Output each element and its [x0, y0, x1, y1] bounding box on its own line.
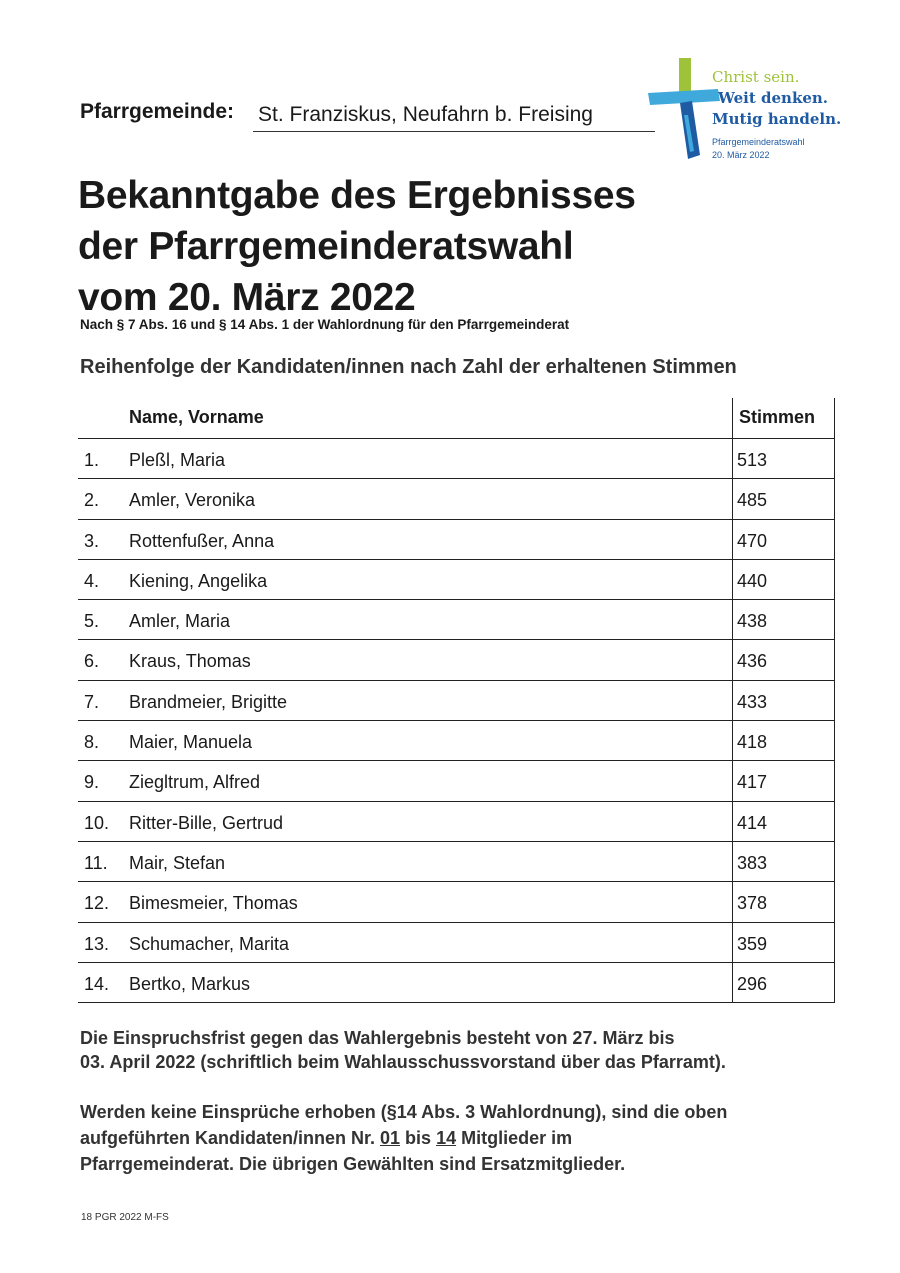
row-number: 8. — [84, 732, 100, 753]
table-row — [78, 640, 835, 680]
table-row — [78, 761, 835, 801]
row-number: 2. — [84, 490, 100, 511]
row-number: 11. — [84, 852, 108, 873]
candidate-name: Bimesmeier, Thomas — [129, 893, 298, 914]
notice1-line-1: Die Einspruchsfrist gegen das Wahlergebnis besteht von 27. März bis — [80, 1028, 675, 1048]
membership-notice — [80, 1099, 840, 1177]
row-number: 14. — [84, 973, 110, 994]
candidate-name: Mair, Stefan — [129, 852, 226, 873]
candidate-name: Rottenfußer, Anna — [129, 530, 275, 551]
table-row — [78, 560, 835, 600]
candidate-name: Amler, Maria — [129, 611, 231, 632]
candidate-name: Amler, Veronika — [129, 490, 256, 511]
notice2-line-2b: bis — [400, 1128, 437, 1148]
parish-underline — [253, 131, 655, 132]
notice2-line-2c: Mitglieder im — [456, 1128, 573, 1148]
table-header — [78, 398, 835, 439]
vote-count: 470 — [737, 530, 768, 551]
header-name: Name, Vorname — [129, 407, 264, 427]
candidate-name: Kiening, Angelika — [129, 570, 268, 591]
table-row — [78, 721, 835, 761]
table-row — [78, 842, 835, 882]
table-row — [78, 520, 835, 560]
page-title — [78, 170, 636, 323]
candidate-name: Ziegltrum, Alfred — [129, 772, 261, 793]
vote-count: 418 — [737, 732, 768, 753]
table-row — [78, 923, 835, 963]
candidate-name: Schumacher, Marita — [129, 933, 290, 954]
table-row — [78, 439, 835, 479]
parish-label: Pfarrgemeinde: — [80, 100, 235, 123]
candidate-name: Ritter-Bille, Gertrud — [129, 812, 284, 833]
notice2-line-2a: aufgeführten Kandidaten/innen Nr. — [80, 1128, 381, 1148]
row-number: 1. — [84, 450, 100, 470]
row-number: 3. — [84, 530, 100, 551]
vote-count: 378 — [737, 893, 768, 914]
document-code: 18 PGR 2022 M-FS — [81, 1212, 169, 1223]
results-table — [78, 398, 835, 1003]
vote-count: 433 — [737, 691, 768, 712]
vote-count: 440 — [737, 570, 768, 591]
table-row — [78, 963, 835, 1003]
table-row — [78, 600, 835, 640]
row-number: 12. — [84, 893, 110, 914]
candidate-name: Maier, Manuela — [129, 732, 253, 753]
notice2-from-number: 01 — [380, 1128, 401, 1148]
logo-slogan-3: Mutig handeln. — [712, 110, 842, 128]
notice2-line-1: Werden keine Einsprüche erhoben (§14 Abs. 3 Wahlordnung), sind die oben — [80, 1102, 728, 1122]
title-line-3: vom 20. März 2022 — [78, 276, 416, 319]
legal-note: Nach § 7 Abs. 16 und § 14 Abs. 1 der Wahlordnung für den Pfarrgemeinderat — [80, 317, 570, 332]
candidate-name: Brandmeier, Brigitte — [129, 691, 288, 712]
row-number: 4. — [84, 570, 100, 591]
row-number: 13. — [84, 933, 110, 954]
row-number: 6. — [84, 651, 100, 672]
vote-count: 417 — [737, 772, 768, 793]
vote-count: 383 — [737, 852, 768, 873]
order-heading: Reihenfolge der Kandidaten/innen nach Zahl der erhaltenen Stimmen — [80, 356, 737, 378]
table-body — [78, 439, 835, 1003]
title-line-1: Bekanntgabe des Ergebnisses — [78, 174, 636, 217]
logo-caption-1: Pfarrgemeinderatswahl — [712, 137, 805, 147]
row-number: 10. — [84, 812, 110, 833]
row-number: 7. — [84, 691, 100, 712]
candidate-name: Kraus, Thomas — [129, 651, 251, 672]
row-number: 5. — [84, 611, 100, 632]
vote-count: 485 — [737, 490, 768, 511]
vote-count: 414 — [737, 812, 768, 833]
vote-count: 359 — [737, 933, 768, 954]
logo-slogan-1: Christ sein. — [712, 68, 800, 86]
table-row — [78, 479, 835, 519]
row-number: 9. — [84, 772, 100, 793]
vote-count: 436 — [737, 651, 768, 672]
candidate-name: Pleßl, Maria — [129, 450, 226, 470]
vote-count: 296 — [737, 973, 768, 994]
notice2-line-3: Pfarrgemeinderat. Die übrigen Gewählten sind Ersatzmitglieder. — [80, 1154, 626, 1174]
candidate-name: Bertko, Markus — [129, 973, 251, 994]
table-row — [78, 802, 835, 842]
notice1-line-2: 03. April 2022 (schriftlich beim Wahlausschussvorstand über das Pfarramt). — [80, 1052, 726, 1072]
objection-period-notice — [80, 1026, 840, 1074]
vote-count: 513 — [737, 450, 768, 470]
table-row — [78, 882, 835, 922]
header-votes: Stimmen — [739, 407, 816, 427]
parish-name: St. Franziskus, Neufahrn b. Freising — [258, 103, 593, 126]
table-row — [78, 681, 835, 721]
title-line-2: der Pfarrgemeinderatswahl — [78, 225, 574, 268]
logo-slogan-2: Weit denken. — [718, 89, 829, 107]
logo-caption-2: 20. März 2022 — [712, 150, 770, 160]
notice2-to-number: 14 — [436, 1128, 457, 1148]
vote-count: 438 — [737, 611, 768, 632]
